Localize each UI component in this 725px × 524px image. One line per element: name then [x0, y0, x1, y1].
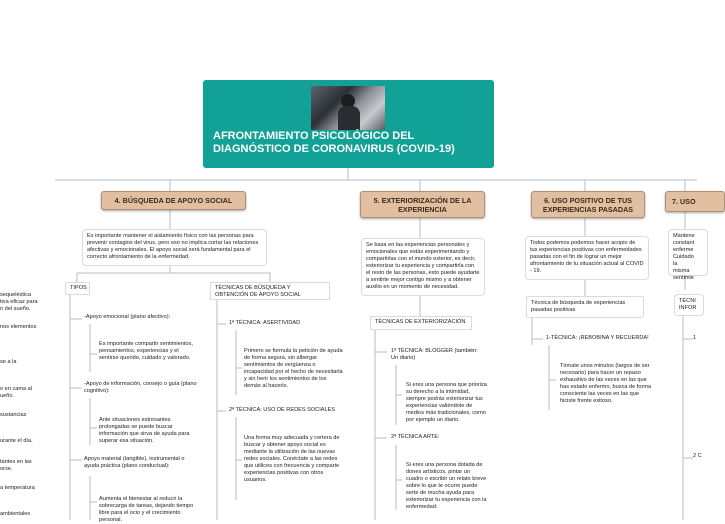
branch-uso[interactable]: 7. USO	[665, 191, 725, 212]
experiencias-tecnica-label[interactable]: Técnica de búsqueda de experiencias pasadas positivas	[526, 296, 644, 318]
tipo-description[interactable]: Aumenta el bienestar al reducir la sobrecarga de tareas, dejando tiempo libre para el ocio y el crecimiento personal.	[99, 496, 194, 523]
exteriorizacion-intro[interactable]: Se basa en las experiencias personales y emocionales que estás experimentando y compartirlas con el mundo exterior, es decir, exteriorizar tu experiencia y compartirla con el resto de las personas, esto puede ayudarte a sentirte mejor contigo mismo y a obtener auxilio en un momento de necesidad.	[361, 238, 485, 296]
left-partial-text: urante el día.	[0, 438, 33, 444]
left-partial-text: orse.	[0, 466, 13, 472]
left-partial-text: se a la	[0, 359, 17, 365]
tecnica-description[interactable]: Si eres una persona que prioriza su derecho a la intimidad, siempre podrás exteriorizar tus experiencias valiéndote de medios más tradicionales, como por ejemplo un diario.	[406, 382, 487, 423]
branch-apoyo-social[interactable]: 4. BÚSQUEDA DE APOYO SOCIAL	[101, 191, 246, 210]
tecnicas-exteriorizacion-label[interactable]: TÉCNICAS DE EXTERIORIZACIÓN	[370, 316, 472, 330]
tecnica-label[interactable]: 2ª TÉCNICA: USO DE REDES SOCIALES	[229, 407, 336, 413]
topic-image	[311, 86, 385, 130]
tipo-label[interactable]: -Apoyo de información, consejo o guía (plano cognitivo):	[84, 381, 197, 394]
root-topic[interactable]	[203, 80, 494, 168]
left-partial-text: nos elementos	[0, 324, 37, 330]
experiencias-intro[interactable]: Todos podemos podemos hacer acopio de tus experiencias positivas con enfermedades pasadas con el fin de lograr un mejor afrontamiento de tu situación actual al COVID - 19.	[525, 236, 649, 280]
uso-item-number: 1	[693, 335, 697, 341]
tecnica-description[interactable]: Tómate unos minutos (largos de ser necesario) para hacer un repaso exhaustivo de las veces en las que has estado enfermo, busca de forma consciente las veces en las que hiciste frente exitoso.	[560, 363, 652, 404]
tecnica-description[interactable]: Primero se formula la petición de ayuda de forma segura, sin albergar sentimientos de vergüenza o incapacidad por el hecho de necesitarla y sin herir los sentimientos de los demás al hacerlo.	[244, 348, 343, 389]
left-partial-text: n del sueño.	[0, 306, 31, 312]
tecnica-label[interactable]: 1ª TÉCNICA: BLOGGER (también: Un diario)	[391, 348, 478, 361]
tipo-description[interactable]: Ante situaciones estresantes prolongadas se puede buscar información que sirva de ayuda para superar esa situación.	[99, 417, 190, 444]
uso-intro-partial[interactable]: Mantene constant enferme Cuidado la misma sentimie	[668, 229, 708, 276]
tecnicas-apoyo-label[interactable]: TÉCNICAS DE BÚSQUEDA Y OBTENCIÓN DE APOYO SOCIAL	[210, 282, 330, 300]
left-partial-text: a temperatura	[0, 485, 35, 491]
root-title: AFRONTAMIENTO PSICOLÓGICO DEL DIAGNÓSTICO DE CORONAVIRUS (COVID-19)	[213, 130, 455, 155]
left-partial-text: sustancias	[0, 412, 27, 418]
tipos-label[interactable]: TIPOS	[65, 282, 90, 295]
tipo-description[interactable]: Es importante compartir sentimientos, pensamientos, experiencias y el sentirse querido, cuidado y valorado.	[99, 341, 193, 361]
left-partial-text: ambientales	[0, 511, 31, 517]
tecnica-description[interactable]: Si eres una persona dotada de dones artísticos, pintar un cuadro o escribir un relato breve sobre lo que te ocurre puede serte de mucha ayuda para exteriorizar tu experiencia con la enfermedad.	[406, 462, 487, 510]
uso-item-number: 2 C	[693, 453, 702, 459]
left-partial-text: tantes en las	[0, 459, 32, 465]
tecnica-description[interactable]: Una forma muy adecuada y certera de buscar y obtener apoyo social es mediante la utilización de las nuevas redes sociales. Conéctate a las redes que utilices con frecuencia y comparte experiencias positivas con otros usuarios.	[244, 435, 340, 483]
tecnica-label[interactable]: 1ª TÉCNICA: ASERTIVIDAD	[229, 320, 301, 326]
tecnica-label[interactable]: 2ª TÉCNICA ARTE:	[391, 434, 440, 440]
branch-exteriorizacion[interactable]: 5. EXTERIORIZACIÓN DE LA EXPERIENCIA	[360, 191, 485, 218]
branch-experiencias-pasadas[interactable]: 6. USO POSITIVO DE TUS EXPERIENCIAS PASADAS	[531, 191, 645, 218]
tipo-label[interactable]: -Apoyo emocional (plano afectivo):	[84, 314, 171, 320]
uso-tecnica-partial[interactable]: TÉCNI INFOR	[674, 294, 704, 316]
apoyo-social-intro[interactable]: Es importante mantener el aislamiento físico con las personas para prevenir contagios del virus, pero eso no implica cortar las relaciones afectivas y emocionales. El apoyo social será fundamental para el correcto afrontamiento de la enfermedad.	[82, 229, 267, 266]
left-partial-text: tiva eficaz para	[0, 299, 38, 305]
left-partial-text: ueño.	[0, 393, 14, 399]
tipo-label[interactable]: Apoyo material (tangible), instrumental o ayuda práctica (plano conductual):	[84, 456, 185, 469]
left-partial-text: o en cama al	[0, 386, 33, 392]
tecnica-label[interactable]: 1-TÉCNICA: ¡REBOBINA Y RECUERDA!	[546, 335, 649, 341]
left-partial-text: sequeléstica	[0, 292, 32, 298]
